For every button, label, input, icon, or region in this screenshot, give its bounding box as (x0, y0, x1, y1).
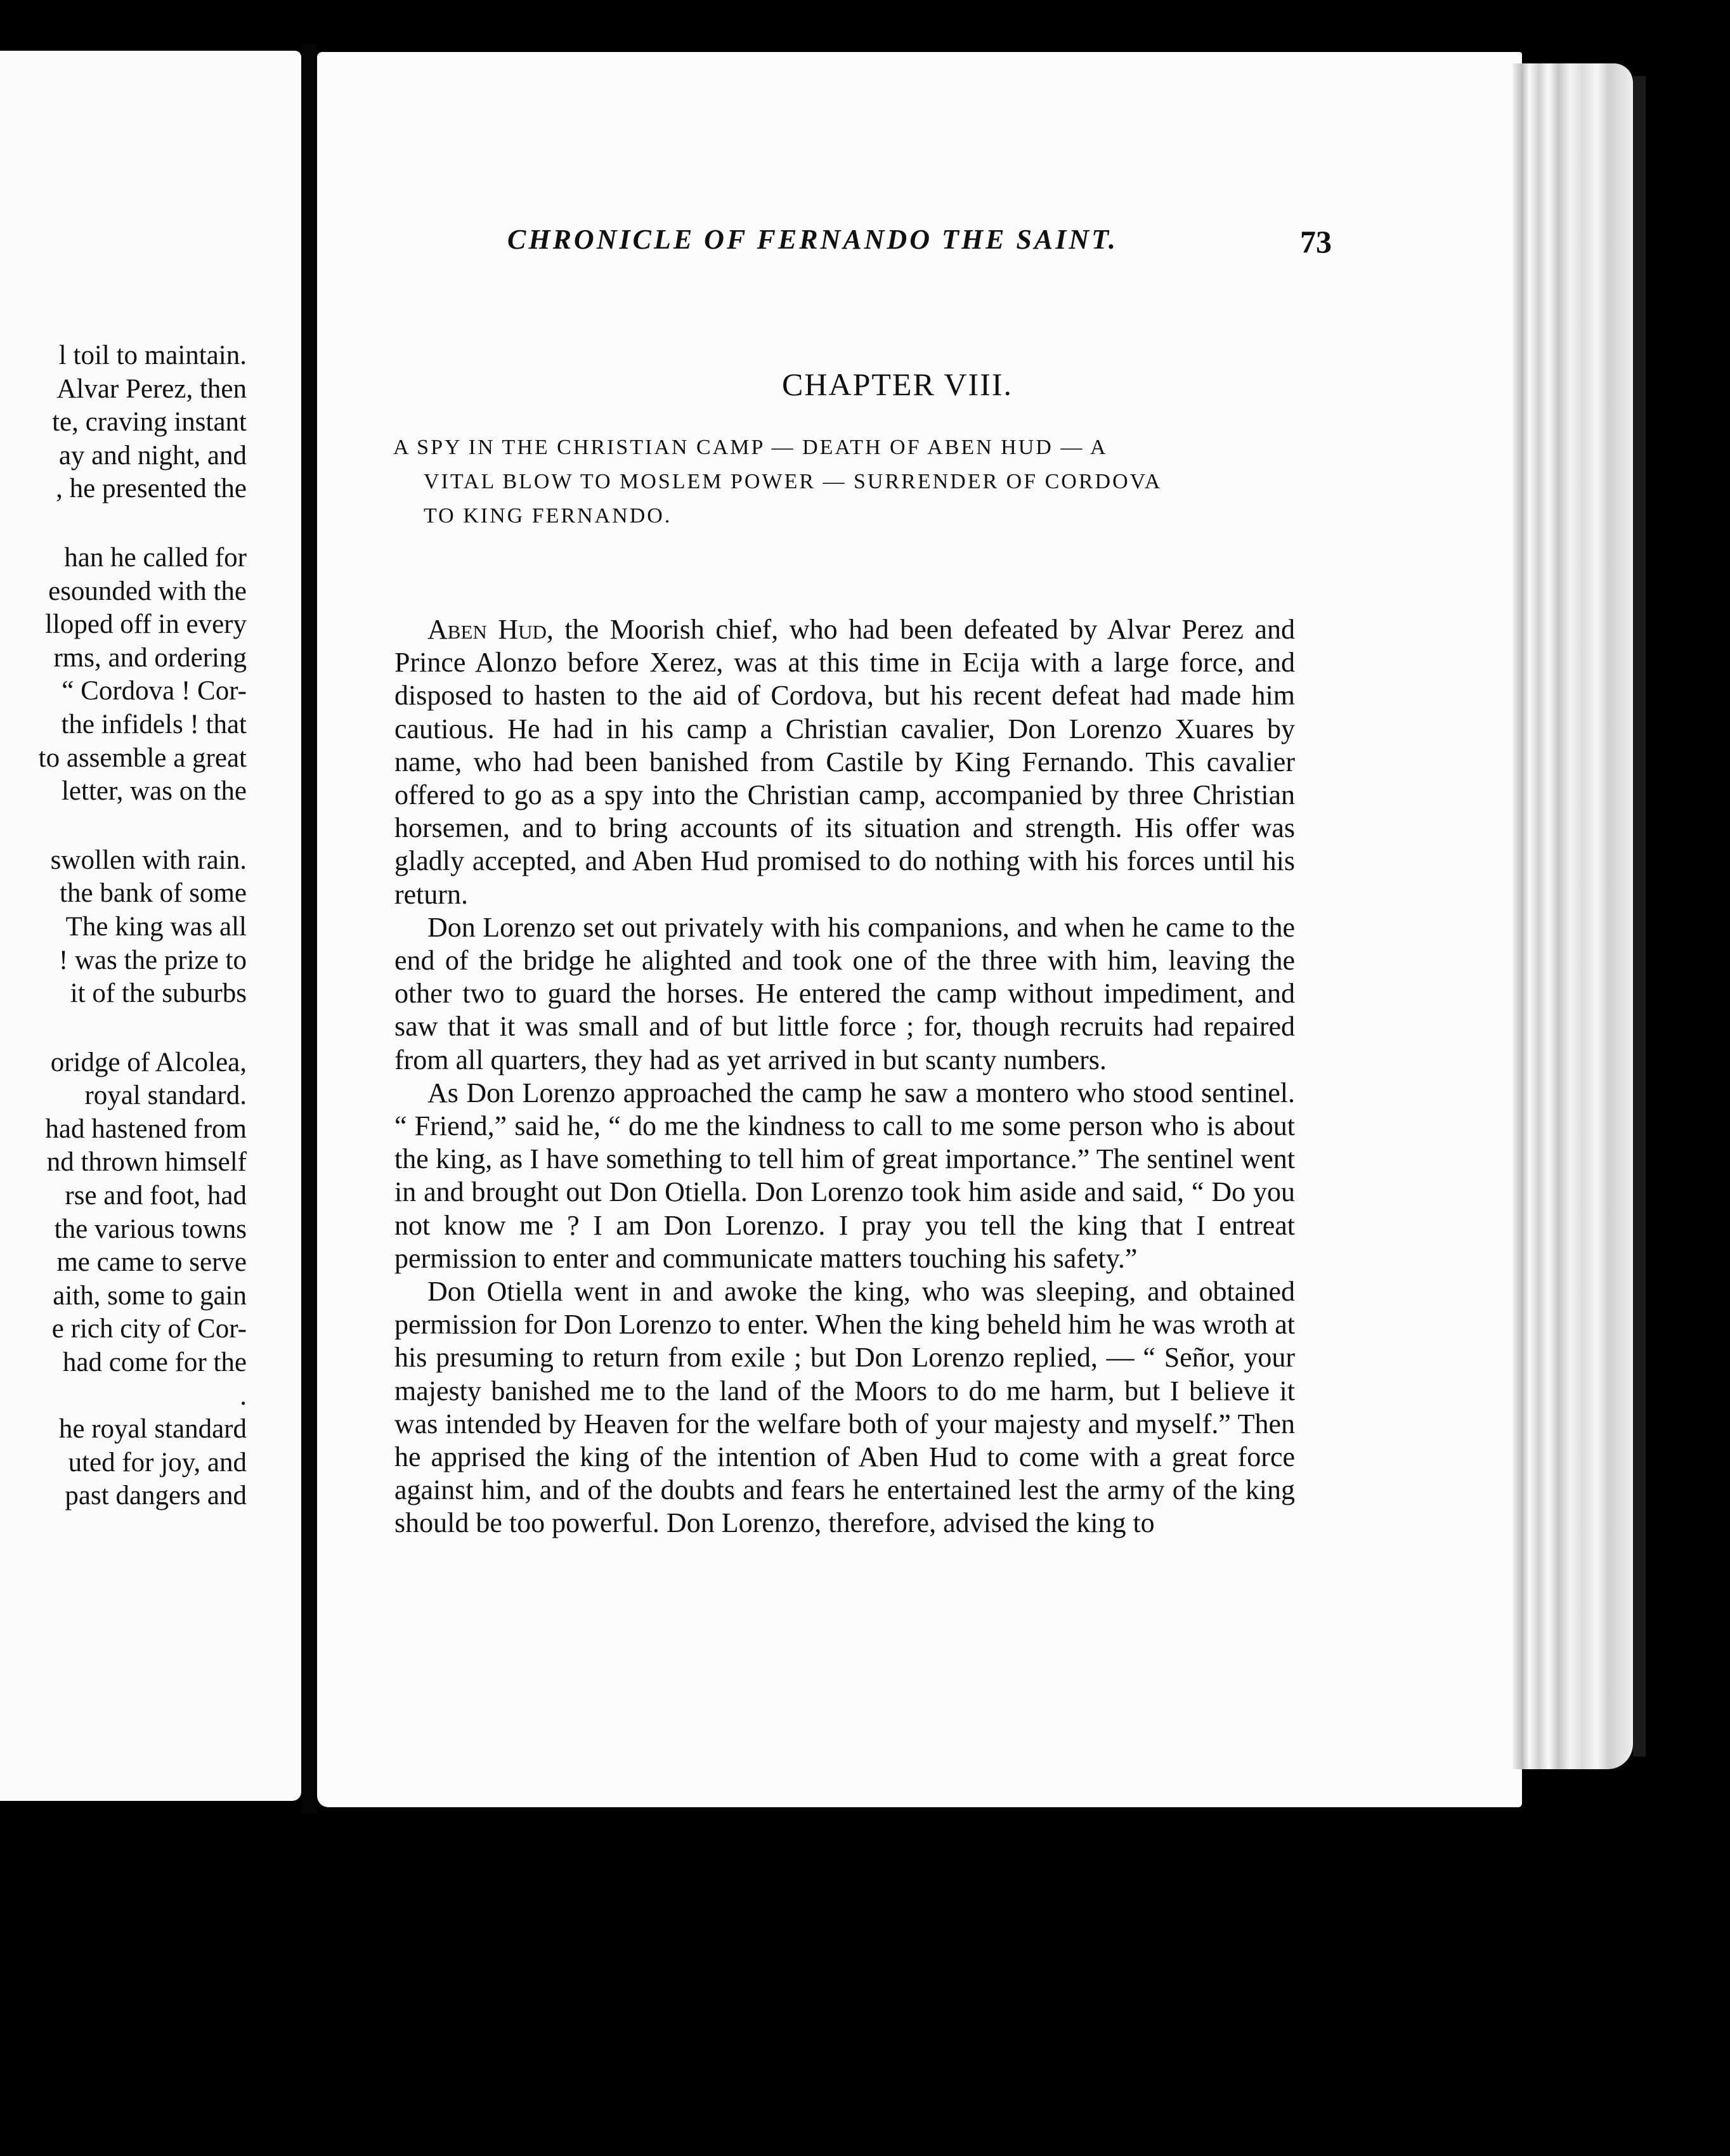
left-page-line: the various towns (54, 1214, 247, 1244)
running-head (507, 223, 1522, 268)
line-gap (0, 506, 247, 542)
page-edges (1512, 63, 1633, 1769)
left-page-line: swollen with rain. (50, 845, 247, 875)
left-page-line: oridge of Alcolea, (50, 1047, 247, 1077)
paragraph: Don Lorenzo set out privately with his companions, and when he came to the end of the bridge he alighted and took one of the three with him, leaving the other two to guard the horses. He entered the camp without impediment, and saw that it was small and of but little force ; for, though recruits had repaired from all quarters, they had as yet arrived in but scanty numbers. (394, 911, 1295, 1075)
left-page-line: , he presented the (56, 474, 247, 504)
line-gap (0, 1011, 247, 1046)
left-page-line: letter, was on the (61, 776, 247, 807)
left-page-line: the infidels ! that (61, 709, 247, 739)
right-page (317, 52, 1522, 1807)
summary-line: VITAL BLOW TO MOSLEM POWER — SURRENDER OF CORDOVA (424, 470, 1162, 493)
left-page-line: uted for joy, and (68, 1447, 247, 1477)
left-page-line: to assemble a great (38, 743, 247, 773)
left-page-line: past dangers and (65, 1481, 247, 1511)
paragraph: Don Otiella went in and awoke the king, who was sleeping, and obtained permission for Don Lorenzo to enter. When the king beheld him he was wroth at his presuming to return from exile ; but Don Lorenzo replied, — “ Señor, your majesty banished me to the land of the Moors to do me harm, but I believe it was intended by Heaven for the welfare both of your majesty and myself.” Then he apprised the king of the intention of Aben Hud to come with a great force against him, and of the doubts and fears he entertained lest the army of the king should be too powerful. Don Lorenzo, therefore, advised the king to (394, 1276, 1295, 1539)
left-page-line: royal standard. (84, 1081, 247, 1111)
left-page-line: rse and foot, had (65, 1181, 247, 1211)
left-page-line: lloped off in every (44, 609, 247, 640)
left-page-line: “ Cordova ! Cor- (62, 676, 247, 706)
paragraph (394, 613, 1295, 911)
book-gutter (301, 44, 317, 1814)
left-page-line: aith, some to gain (53, 1280, 247, 1311)
left-page-line: Alvar Perez, then (56, 373, 247, 404)
left-page-line: l toil to maintain. (58, 341, 247, 370)
left-page-text (0, 339, 247, 1513)
page-number: 73 (1300, 224, 1332, 259)
line-gap (0, 808, 247, 844)
left-page (0, 51, 301, 1801)
left-page-line: han he called for (64, 542, 247, 573)
left-page-line: had hastened from (45, 1114, 247, 1144)
left-page-line: e rich city of Cor- (51, 1314, 247, 1344)
chapter-title: CHAPTER VIII. (782, 367, 1013, 402)
running-title: CHRONICLE OF FERNANDO THE SAINT. (507, 224, 1118, 255)
paragraph: As Don Lorenzo approached the camp he saw a montero who stood sentinel. “ Friend,” said he, “ do me the kindness to call to me some person who is about the king, as I have something to tell him of great importance.” The sentinel went in and brought out Don Otiella. Don Lorenzo took him aside and said, “ Do you not know me ? I am Don Lorenzo. I pray you tell the king that I entreat permission to enter and communicate matters touching his safety.” (394, 1077, 1295, 1274)
left-page-line: The king was all (65, 911, 247, 942)
body-text (394, 613, 1295, 1540)
left-page-line: esounded with the (48, 576, 247, 606)
left-page-line: ay and night, and (58, 440, 247, 471)
edge-shadow (1633, 76, 1646, 1757)
left-page-line: nd thrown himself (46, 1147, 247, 1178)
left-page-line: me came to serve (56, 1247, 247, 1278)
left-page-line: he royal standard (58, 1414, 247, 1445)
left-page-line: . (240, 1380, 247, 1411)
left-page-line: it of the suburbs (70, 978, 247, 1009)
summary-line: TO KING FERNANDO. (424, 504, 672, 528)
left-page-line: ! was the prize to (58, 945, 247, 975)
paragraph-text: , the Moorish chief, who had been defeated by Alvar Perez and Prince Alonzo before Xerez, was at this time in Ecija with a large force, and disposed to hasten to the aid of Cordova, but his recent defeat had made him cautious. He had in his camp a Christian cavalier, Don Lorenzo Xuares by name, who had been banished from Castile by King Fernando. This cavalier offered to go as a spy into the Christian camp, accompanied by three Christian horsemen, and to bring accounts of its situation and strength. His offer was gladly accepted, and Aben Hud promised to do nothing with his forces until his return. (394, 614, 1295, 910)
left-page-line: rms, and ordering (53, 642, 247, 673)
left-page-line: te, craving instant (52, 407, 247, 438)
summary-line: A SPY IN THE CHRISTIAN CAMP — DEATH OF ABEN HUD — A (393, 436, 1108, 459)
left-page-line: had come for the (62, 1348, 247, 1378)
chapter-summary (393, 431, 1281, 533)
left-page-line: the bank of some (60, 878, 247, 909)
paragraph-lead: Aben Hud (427, 614, 547, 645)
